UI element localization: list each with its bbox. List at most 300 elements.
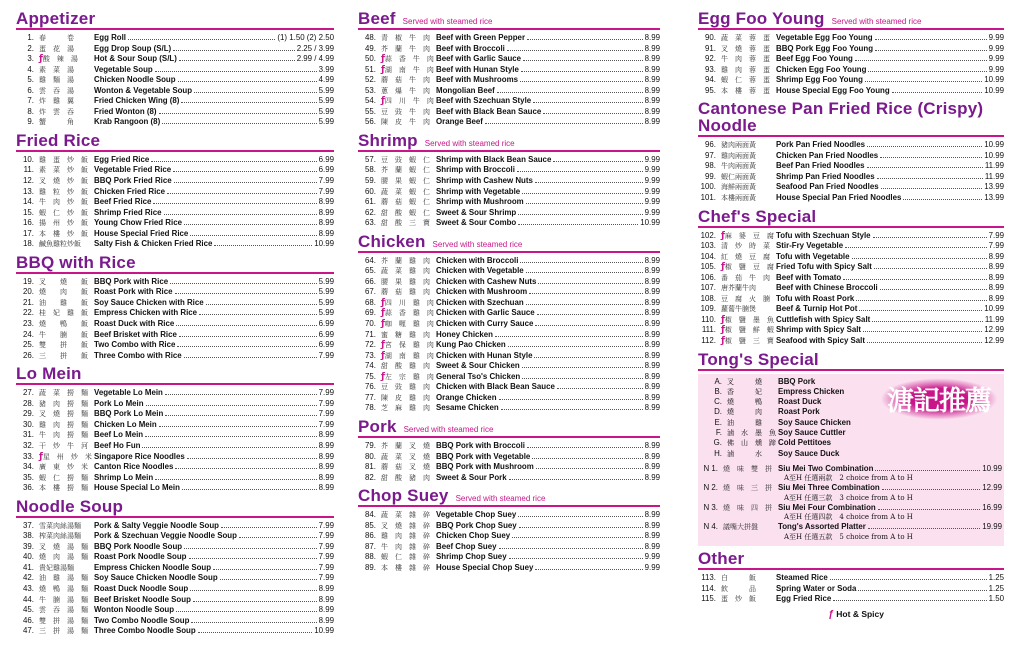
- menu-item: [358, 382, 660, 393]
- item-chinese-text: 海鮮兩面黃: [721, 183, 756, 192]
- item-number: 81.: [365, 462, 376, 472]
- dot-leader: [536, 462, 643, 469]
- dot-leader: [877, 172, 983, 179]
- dot-leader: [153, 197, 316, 204]
- item-chinese-text: 椒 鹽 墨 魚: [724, 315, 774, 324]
- item-number: 102.: [700, 230, 716, 240]
- item-chinese-name: [716, 304, 776, 315]
- item-price: 8.99: [318, 462, 334, 472]
- hot-pepper-icon: ƒ: [721, 325, 725, 336]
- item-number: 28.: [23, 398, 34, 408]
- menu-item: [16, 351, 334, 362]
- item-number: 14.: [23, 197, 34, 207]
- dot-leader: [173, 165, 316, 172]
- item-name: Beef with Tomato: [776, 272, 842, 282]
- section-header: [358, 10, 660, 30]
- item-number: 104.: [700, 251, 716, 261]
- menu-item: [358, 208, 660, 219]
- item-chinese-text: 叉 燒 雜 碎: [381, 521, 430, 530]
- item-number: 10.: [23, 154, 34, 164]
- menu-section: [16, 498, 334, 637]
- dot-leader: [213, 563, 317, 570]
- item-name: Wonton & Vegetable Soup: [94, 85, 193, 95]
- item-name: Salty Fish & Chicken Fried Rice: [94, 239, 213, 249]
- dot-leader: [509, 473, 643, 480]
- item-price: 10.99: [314, 239, 334, 249]
- item-name: BBQ Pork with Rice: [94, 276, 169, 286]
- item-chinese-name: [376, 382, 436, 393]
- dot-leader: [174, 176, 317, 183]
- item-number: 41.: [23, 562, 34, 572]
- item-price: 11.99: [984, 314, 1004, 324]
- dot-leader: [175, 462, 316, 469]
- dot-leader: [830, 573, 987, 580]
- menu-item: [358, 44, 660, 55]
- item-chinese-name: [34, 298, 94, 309]
- hot-pepper-icon: ƒ: [721, 262, 725, 273]
- item-number: 18.: [23, 239, 34, 249]
- menu-item: [358, 510, 660, 521]
- item-name: Soy Sauce Cuttler: [778, 428, 846, 438]
- menu-item: [358, 107, 660, 118]
- dot-leader: [522, 372, 642, 379]
- menu-item: [16, 65, 334, 76]
- menu-item: [698, 172, 1004, 183]
- item-chinese-text: 雞 蛋 炒 飯: [39, 155, 88, 164]
- item-number: 24.: [23, 329, 34, 339]
- menu-item: [16, 462, 334, 473]
- item-number: 70.: [365, 319, 376, 329]
- item-name: Krab Rangoon (8): [94, 117, 161, 127]
- menu-item: [16, 187, 334, 198]
- dot-leader: [845, 241, 987, 248]
- item-price: 8.99: [644, 106, 660, 116]
- item-name: Pork & Szechuan Veggie Noodle Soup: [94, 531, 237, 541]
- item-number: 44.: [23, 594, 34, 604]
- dot-leader: [856, 294, 986, 301]
- item-name: BBQ Pork Noodle Soup: [94, 541, 183, 551]
- dot-leader: [187, 452, 317, 459]
- dot-leader: [878, 503, 980, 510]
- item-chinese-name: [716, 33, 776, 44]
- hot-pepper-icon: ƒ: [721, 230, 725, 241]
- item-name: BBQ Pork with Mushroom: [436, 462, 534, 472]
- item-chinese-text: 牛 肉 蓉 蛋: [721, 55, 770, 64]
- item-letter: A.: [714, 376, 722, 386]
- dot-leader: [527, 33, 643, 40]
- item-chinese-name: [376, 531, 436, 542]
- item-number: 48.: [365, 33, 376, 42]
- item-number: 19.: [23, 276, 34, 286]
- item-chinese-name: [34, 441, 94, 452]
- menu-item: [16, 452, 334, 463]
- item-price: 8.99: [988, 283, 1004, 293]
- item-chinese-name: [716, 172, 776, 183]
- menu-item: [698, 283, 1004, 294]
- item-number: 34.: [23, 462, 34, 472]
- dot-leader: [522, 187, 642, 194]
- item-chinese-text: 蘑 菇 叉 燒: [381, 463, 430, 472]
- dot-leader: [520, 256, 642, 263]
- item-chinese-text: 紅 燒 豆 腐: [721, 252, 770, 261]
- item-price: 8.99: [318, 430, 334, 440]
- item-price: 9.99: [644, 154, 660, 164]
- item-price: 8.99: [644, 75, 660, 85]
- item-number: 30.: [23, 419, 34, 429]
- item-chinese-text: 咖 喱 雞 肉: [384, 320, 434, 329]
- menu-item: [358, 542, 660, 553]
- menu-item: [16, 229, 334, 240]
- item-name: Shrimp Lo Mein: [94, 472, 154, 482]
- item-chinese-name: [376, 54, 436, 65]
- item-price: 13.99: [984, 182, 1004, 192]
- item-price: 3.99: [318, 64, 334, 74]
- item-number: 58.: [365, 165, 376, 175]
- dot-leader: [181, 96, 316, 103]
- item-price: 5.99: [318, 276, 334, 286]
- menu-item: [698, 294, 1004, 305]
- item-chinese-text: 蛋 炒 飯: [721, 595, 756, 604]
- item-price: 4.99: [318, 75, 334, 85]
- item-name: Seafood Pan Fried Noodles: [776, 182, 879, 192]
- menu-item: [358, 266, 660, 277]
- item-chinese-name: 佛 山 燻 蹄: [727, 439, 776, 448]
- item-chinese-text: 酸 辣 湯: [42, 55, 78, 64]
- menu-item: [16, 616, 334, 627]
- menu-item: [16, 197, 334, 208]
- menu-item: [358, 54, 660, 65]
- item-name: Sweet & Sour Combo: [436, 218, 517, 228]
- item-chinese-name: [34, 563, 94, 574]
- menu-column-3: [698, 10, 1004, 624]
- item-name: Vegetable Lo Mein: [94, 388, 163, 398]
- item-price: 8.99: [318, 440, 334, 450]
- item-price: 1.25: [988, 583, 1004, 593]
- section-tongs-special: [698, 351, 1004, 546]
- menu-item: [16, 208, 334, 219]
- item-chinese-name: [376, 552, 436, 563]
- item-name: House Special Chop Suey: [436, 562, 534, 572]
- menu-item: [698, 594, 1004, 605]
- item-name: Steamed Rice: [776, 572, 828, 582]
- item-price: 9.99: [644, 197, 660, 207]
- item-price: 8.99: [644, 472, 660, 482]
- menu-item: [358, 531, 660, 542]
- item-chinese-name: [34, 595, 94, 606]
- section-title: Other: [698, 548, 745, 568]
- dot-leader: [193, 595, 317, 602]
- item-name: House Special Egg Foo Young: [776, 85, 890, 95]
- item-chinese-name: [716, 262, 776, 273]
- item-chinese-name: [34, 573, 94, 584]
- dot-leader: [852, 252, 987, 259]
- item-number: 64.: [365, 255, 376, 265]
- item-number: 57.: [365, 154, 376, 164]
- item-number: 17.: [23, 228, 34, 238]
- item-number: 47.: [23, 626, 34, 636]
- item-chinese-text: 干 炒 牛 河: [39, 441, 88, 450]
- item-price: 9.99: [644, 165, 660, 175]
- item-number: 7.: [27, 96, 34, 106]
- item-chinese-name: [34, 473, 94, 484]
- item-name: Roast Duck: [778, 397, 822, 407]
- dot-leader: [167, 187, 317, 194]
- menu-item: [16, 420, 334, 431]
- item-chinese-text: 雙 拼 飯: [39, 341, 88, 350]
- item-number: 26.: [23, 350, 34, 360]
- dot-leader: [532, 452, 642, 459]
- dot-leader: [179, 330, 317, 337]
- dot-leader: [239, 531, 317, 538]
- item-price: 8.99: [318, 207, 334, 217]
- menu-item: [358, 351, 660, 362]
- item-number: 13.: [23, 186, 34, 196]
- item-chinese-text: 桂 妃 雞 飯: [39, 309, 88, 318]
- item-chinese-text: 豆 豉 雞 肉: [381, 383, 430, 392]
- item-chinese-text: 油 雞 湯 麵: [39, 574, 88, 583]
- item-price: 8.99: [318, 483, 334, 493]
- item-number: 72.: [365, 340, 376, 350]
- dot-leader: [499, 393, 643, 400]
- combo-note: A至H 任選五款 5 choice from A to H: [784, 532, 913, 541]
- menu-item: [16, 531, 334, 542]
- item-letter: F.: [715, 428, 722, 438]
- dot-leader: [538, 277, 642, 284]
- item-name: Three Combo Noodle Soup: [94, 626, 196, 636]
- item-chinese-name: [34, 54, 94, 65]
- item-chinese-name: [376, 308, 436, 319]
- menu-item: [698, 193, 1004, 204]
- item-price: 12.99: [982, 483, 1002, 493]
- item-price: 5.99: [318, 287, 334, 297]
- item-chinese-name: [376, 33, 436, 44]
- menu-item: [16, 605, 334, 616]
- section-title: Chicken: [358, 231, 426, 251]
- item-price: 10.99: [984, 85, 1004, 95]
- item-price: 8.99: [318, 605, 334, 615]
- menu-item: [16, 218, 334, 229]
- item-chinese-name: [376, 452, 436, 463]
- dot-leader: [214, 239, 312, 246]
- menu-item: [358, 393, 660, 404]
- item-chinese-name: [34, 340, 94, 351]
- item-number: 95.: [705, 85, 716, 95]
- item-name: Egg Drop Soup (S/L): [94, 43, 172, 53]
- menu-item: [358, 197, 660, 208]
- section-other: [698, 550, 1004, 620]
- item-chinese-name: 叉 燒: [727, 377, 762, 386]
- dot-leader: [155, 473, 316, 480]
- menu-item: [358, 176, 660, 187]
- menu-item: [358, 86, 660, 97]
- item-number: 16.: [23, 218, 34, 228]
- item-price: 8.99: [644, 54, 660, 64]
- dot-leader: [170, 277, 317, 284]
- item-price: 9.99: [644, 552, 660, 562]
- hot-pepper-icon: ƒ: [39, 451, 43, 462]
- item-chinese-text: 星 州 炒 米: [42, 452, 92, 461]
- item-chinese-name: [376, 256, 436, 267]
- column-3-sections: [698, 10, 1004, 347]
- dot-leader: [533, 96, 642, 103]
- item-chinese-text: 叉 燒 飯: [39, 277, 88, 286]
- item-name: Shrimp with Cashew Nuts: [436, 176, 533, 186]
- item-name: Egg Fried Rice: [94, 154, 150, 164]
- menu-item: [698, 151, 1004, 162]
- menu-section: [698, 100, 1004, 203]
- dot-leader: [189, 552, 317, 559]
- menu-item: [16, 155, 334, 166]
- item-price: 6.99: [318, 329, 334, 339]
- item-chinese-name: [376, 155, 436, 166]
- item-number: 53.: [365, 85, 376, 95]
- item-number: 66.: [365, 276, 376, 286]
- item-chinese-name: [34, 388, 94, 399]
- item-chinese-text: 蝦 仁 蓉 蛋: [721, 76, 770, 85]
- dot-leader: [184, 351, 317, 358]
- dot-leader: [142, 441, 316, 448]
- item-price: 16.99: [982, 502, 1002, 512]
- item-chinese-name: [376, 107, 436, 118]
- item-name: Tofu with Vegetable: [776, 251, 850, 261]
- item-number: 33.: [23, 451, 34, 461]
- dot-leader: [501, 403, 643, 410]
- menu-item: [16, 521, 334, 532]
- item-chinese-text: 蘑 菇 牛 肉: [381, 76, 430, 85]
- dot-leader: [512, 531, 643, 538]
- item-name: Soy Sauce Duck: [778, 448, 840, 458]
- item-name: Chicken Pan Fried Noodles: [776, 150, 879, 160]
- menu-item: [16, 542, 334, 553]
- item-chinese-text: 鹹魚雞粒炒飯: [39, 240, 81, 249]
- item-number: 112.: [701, 336, 716, 346]
- item-chinese-name: [34, 552, 94, 563]
- item-chinese-name: [34, 107, 94, 118]
- item-number: 65.: [365, 266, 376, 276]
- item-number: 22.: [23, 308, 34, 318]
- menu-item: [16, 86, 334, 97]
- item-chinese-text: 油 雞 飯: [39, 298, 88, 307]
- menu-section: [16, 132, 334, 250]
- item-name: BBQ Pork with Vegetable: [436, 451, 531, 461]
- item-chinese-text: 牛肉兩面黃: [721, 162, 756, 171]
- item-chinese-name: [376, 298, 436, 309]
- item-chinese-name: [716, 231, 776, 242]
- item-price: 1.25: [988, 572, 1004, 582]
- item-price: 8.99: [644, 510, 660, 520]
- item-letter: B.: [714, 386, 722, 396]
- menu-section: [358, 233, 660, 414]
- item-number: 29.: [23, 409, 34, 419]
- item-chinese-text: 蔬 菜 叉 燒: [381, 452, 430, 461]
- item-name: Fried Chicken Wing (8): [94, 96, 180, 106]
- item-chinese-name: [34, 584, 94, 595]
- menu-item: [698, 304, 1004, 315]
- item-chinese-name: [34, 197, 94, 208]
- item-name: Orange Chicken: [436, 392, 497, 402]
- dot-leader: [526, 298, 643, 305]
- combo-item: [700, 522, 1002, 533]
- item-name: Vegetable Soup: [94, 64, 153, 74]
- dot-leader: [159, 420, 317, 427]
- item-number: 77.: [365, 392, 376, 402]
- item-price: 10.99: [640, 218, 660, 228]
- dot-leader: [526, 197, 643, 204]
- menu-item: [698, 86, 1004, 97]
- dot-leader: [497, 86, 643, 93]
- item-price: 8.99: [644, 33, 660, 42]
- menu-item: [16, 388, 334, 399]
- item-chinese-text: 椒 鹽 豆 腐: [724, 263, 774, 272]
- item-number: 88.: [365, 552, 376, 562]
- section-title: Appetizer: [16, 9, 96, 28]
- item-name: Beef with Green Pepper: [436, 33, 526, 42]
- item-name: Roast Duck with Rice: [94, 319, 175, 329]
- item-chinese-text: 湖 南 雞 肉: [384, 351, 434, 360]
- item-name: Empress Chicken: [778, 386, 845, 396]
- item-price: 13.99: [984, 193, 1004, 203]
- dot-leader: [190, 229, 316, 236]
- dot-leader: [177, 340, 316, 347]
- item-price: 10.99: [984, 150, 1004, 160]
- combo-note: A至H 任選兩款 2 choice from A to H: [784, 474, 913, 483]
- item-chinese-text: 雪菜肉絲湯麵: [39, 521, 81, 530]
- item-chinese-text: 牛 腩 飯: [39, 330, 88, 339]
- dot-leader: [178, 75, 317, 82]
- menu-item: [698, 33, 1004, 44]
- dot-leader: [146, 399, 317, 406]
- item-name: Singapore Rice Noodles: [94, 451, 185, 461]
- item-number: 106.: [700, 272, 716, 282]
- menu-item: [358, 563, 660, 574]
- dot-leader: [873, 231, 987, 238]
- item-chinese-text: 腰 果 蝦 仁: [381, 177, 430, 186]
- menu-item: [698, 161, 1004, 172]
- menu-item: [16, 107, 334, 118]
- item-price: 9.99: [644, 176, 660, 186]
- item-price: 8.99: [644, 371, 660, 381]
- item-chinese-name: [34, 33, 94, 44]
- dot-leader: [165, 409, 316, 416]
- item-chinese-text: 春 卷: [39, 34, 74, 42]
- item-price: 7.99: [318, 186, 334, 196]
- item-price: 8.99: [988, 262, 1004, 272]
- item-chinese-text: 蔬 菜 雜 碎: [381, 511, 430, 520]
- item-chinese-text: 揚 州 炒 飯: [39, 219, 88, 228]
- section-title: BBQ with Rice: [16, 252, 136, 272]
- item-chinese-name: [716, 86, 776, 97]
- item-chinese-name: [34, 165, 94, 176]
- item-number: 2.: [27, 43, 34, 53]
- dot-leader: [526, 266, 643, 273]
- item-number: 108.: [700, 293, 716, 303]
- dot-leader: [184, 218, 317, 225]
- item-chinese-name: [34, 399, 94, 410]
- item-name: Shrimp Pan Fried Noodles: [776, 171, 875, 181]
- item-price: 10.99: [314, 626, 334, 636]
- item-chinese-name: [376, 403, 436, 414]
- item-price: 8.99: [644, 329, 660, 339]
- item-name: Pork Lo Mein: [94, 398, 144, 408]
- item-price: 7.99: [318, 562, 334, 572]
- menu-section: [358, 487, 660, 573]
- item-chinese-name: [376, 176, 436, 187]
- item-name: Shrimp with Black Bean Sauce: [436, 154, 552, 164]
- dot-leader: [517, 165, 643, 172]
- menu-item: [16, 176, 334, 187]
- item-chinese-text: 燒 鴨 飯: [39, 320, 88, 329]
- dot-leader: [863, 325, 982, 332]
